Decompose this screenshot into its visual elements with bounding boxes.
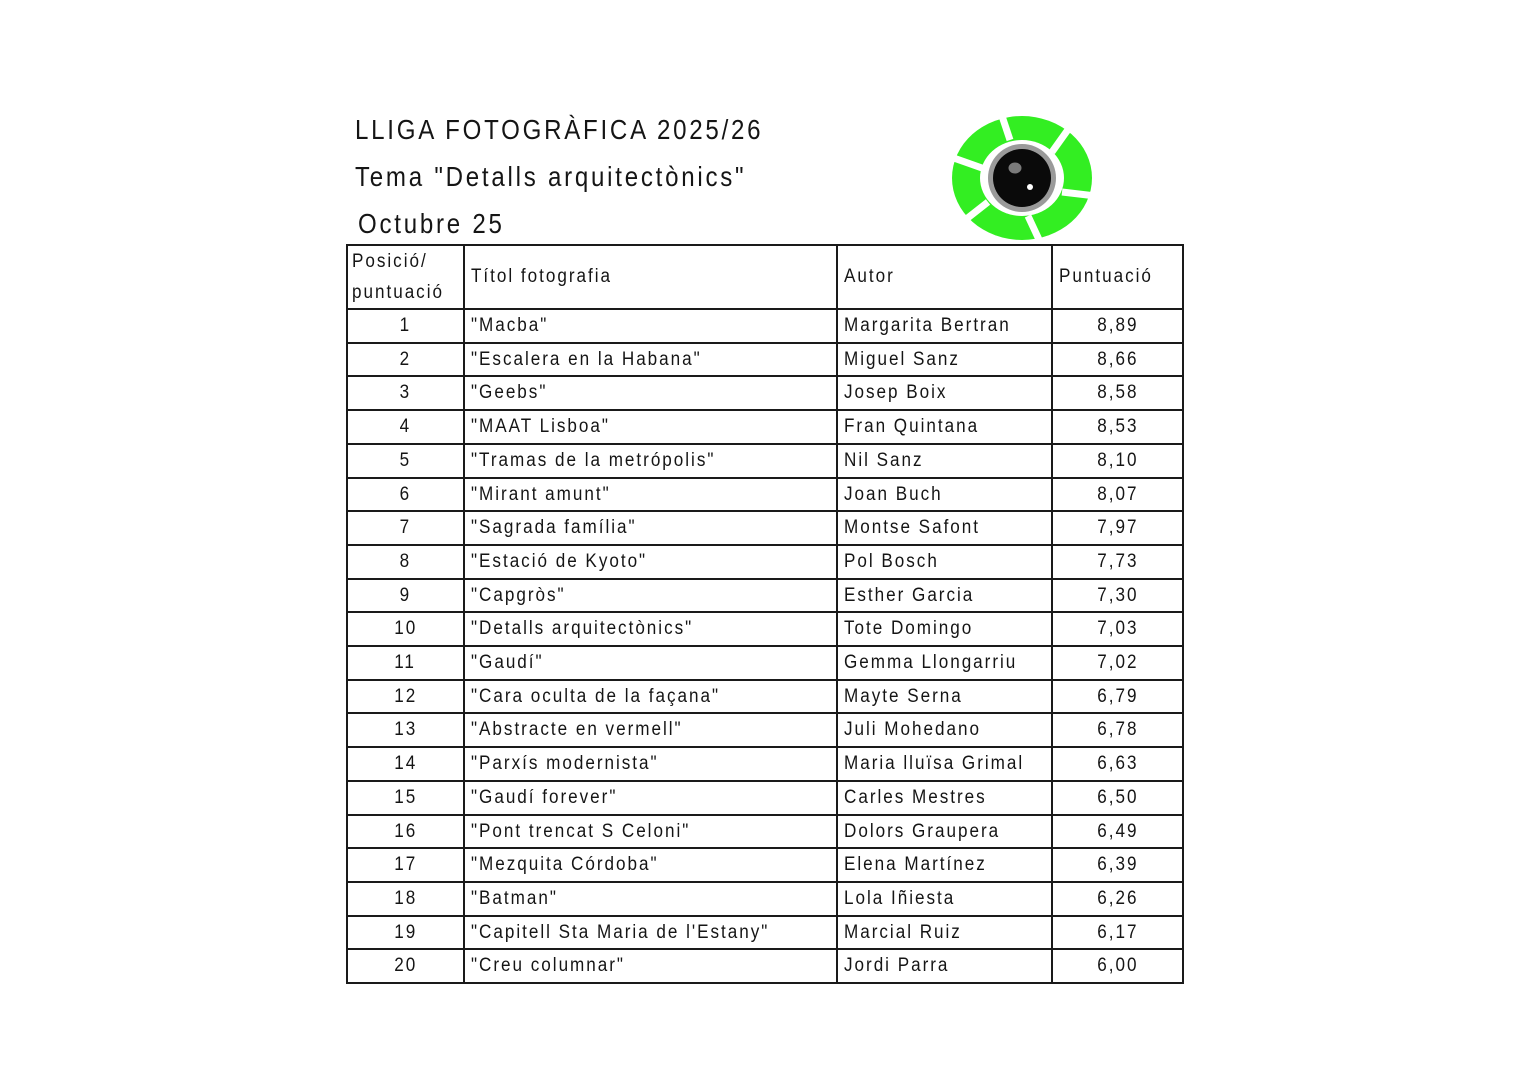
photo-title-cell (464, 713, 837, 747)
photo-title-cell (464, 680, 837, 714)
theme-subtitle: Tema "Detalls arquitectònics" (355, 161, 747, 192)
position-cell-text: 18 (393, 887, 417, 909)
table-row (347, 612, 1183, 646)
author-cell-text: Fran Quintana (844, 416, 980, 438)
author-cell-text: Tote Domingo (844, 618, 974, 640)
photo-title-cell (464, 882, 837, 916)
position-cell (347, 781, 464, 815)
position-cell-text: 13 (393, 719, 417, 741)
position-cell (347, 848, 464, 882)
table-row (347, 949, 1183, 983)
score-cell (1052, 882, 1183, 916)
table-row (347, 444, 1183, 478)
table-row (347, 815, 1183, 849)
photo-title-cell-text: "Geebs" (471, 382, 548, 404)
score-cell (1052, 545, 1183, 579)
author-cell (837, 848, 1052, 882)
score-cell-text: 6,39 (1096, 854, 1139, 876)
photo-title-cell-text: "Mirant amunt" (471, 483, 611, 505)
photo-title-cell-text: "Estació de Kyoto" (471, 550, 648, 572)
author-cell-text: Carles Mestres (844, 786, 987, 808)
position-cell (347, 680, 464, 714)
photo-title-cell (464, 478, 837, 512)
photo-title-cell (464, 781, 837, 815)
position-cell-text: 3 (399, 382, 412, 404)
position-cell (347, 747, 464, 781)
position-cell-text: 1 (399, 315, 412, 336)
document-header (355, 106, 915, 247)
position-cell (347, 612, 464, 646)
table-header-row (347, 245, 1183, 309)
score-cell-text: 6,78 (1096, 719, 1139, 741)
score-cell-text: 6,63 (1096, 753, 1139, 775)
photo-title-cell-text: "Batman" (471, 887, 558, 909)
score-cell (1052, 579, 1183, 613)
author-cell-text: Nil Sanz (844, 449, 924, 471)
photo-title-cell (464, 815, 837, 849)
position-cell-text: 17 (393, 854, 417, 876)
photo-title-cell-text: "Gaudí" (471, 652, 544, 674)
author-cell (837, 882, 1052, 916)
author-cell (837, 646, 1052, 680)
score-cell-text: 8,66 (1096, 348, 1139, 370)
score-cell (1052, 343, 1183, 377)
photo-title-cell (464, 444, 837, 478)
score-cell-text: 8,53 (1096, 416, 1139, 438)
score-cell (1052, 612, 1183, 646)
author-cell (837, 781, 1052, 815)
author-cell (837, 815, 1052, 849)
position-cell-text: 11 (394, 652, 417, 674)
author-cell-text: Juli Mohedano (844, 719, 981, 741)
table-row (347, 680, 1183, 714)
photo-title-cell (464, 343, 837, 377)
table-row (347, 511, 1183, 545)
score-cell-text: 8,10 (1096, 449, 1139, 471)
column-header-author (837, 245, 1052, 309)
photo-title-cell-text: "Pont trencat S Celoni" (471, 820, 691, 842)
score-cell (1052, 781, 1183, 815)
table-row (347, 376, 1183, 410)
position-cell (347, 545, 464, 579)
author-cell-text: Mayte Serna (844, 685, 963, 707)
photo-title-cell (464, 511, 837, 545)
score-cell-text: 7,30 (1096, 584, 1139, 606)
position-cell-text: 7 (399, 517, 412, 539)
table-row (347, 848, 1183, 882)
author-cell (837, 612, 1052, 646)
photo-title-cell (464, 747, 837, 781)
score-cell (1052, 309, 1183, 343)
author-cell-text: Joan Buch (844, 483, 943, 505)
position-cell (347, 511, 464, 545)
author-cell-text: Lola Iñiesta (844, 887, 956, 909)
photo-title-cell-text: "Gaudí forever" (471, 786, 618, 808)
position-cell-text: 10 (393, 618, 417, 640)
author-cell-text: Jordi Parra (844, 955, 950, 977)
table-row (347, 579, 1183, 613)
results-table (346, 244, 1184, 984)
photo-title-cell (464, 949, 837, 983)
author-cell-text: Esther Garcia (844, 584, 975, 606)
author-cell (837, 444, 1052, 478)
position-cell-text: 14 (393, 753, 417, 775)
author-cell (837, 343, 1052, 377)
position-cell-text: 12 (393, 685, 417, 707)
author-cell-text: Miguel Sanz (844, 348, 960, 370)
author-cell (837, 747, 1052, 781)
position-cell (347, 646, 464, 680)
column-header-author-label: Autor (844, 266, 895, 287)
position-cell (347, 410, 464, 444)
photo-title-cell-text: "Sagrada família" (471, 517, 637, 539)
photo-title-cell-text: "Capgròs" (471, 584, 566, 606)
photo-title-cell-text: "Detalls arquitectònics" (471, 618, 694, 640)
position-cell-text: 20 (393, 955, 417, 977)
score-cell (1052, 713, 1183, 747)
column-header-score (1052, 245, 1183, 309)
position-cell (347, 949, 464, 983)
column-header-title-label: Títol fotografia (471, 266, 612, 287)
column-header-position (347, 245, 464, 309)
author-cell (837, 949, 1052, 983)
position-cell-text: 2 (399, 348, 412, 370)
score-cell (1052, 376, 1183, 410)
photo-title-cell-text: "Tramas de la metrópolis" (471, 449, 716, 471)
results-table-body (347, 309, 1183, 983)
photo-title-cell-text: "Capitell Sta Maria de l'Estany" (471, 921, 770, 943)
position-cell-text: 16 (393, 820, 417, 842)
score-cell-text: 7,73 (1096, 550, 1139, 572)
position-cell (347, 343, 464, 377)
score-cell (1052, 815, 1183, 849)
photo-title-cell-text: "Abstracte en vermell" (471, 719, 683, 741)
score-cell-text: 6,26 (1096, 887, 1139, 909)
photo-title-cell-text: "Mezquita Córdoba" (471, 854, 659, 876)
table-row (347, 410, 1183, 444)
photo-title-cell-text: "Cara oculta de la façana" (471, 685, 720, 707)
author-cell-text: Marcial Ruiz (844, 921, 962, 943)
score-cell-text: 8,89 (1096, 315, 1139, 336)
table-row (347, 545, 1183, 579)
photo-title-cell-text: "Parxís modernista" (471, 753, 659, 775)
photo-title-cell (464, 848, 837, 882)
position-cell-text: 15 (393, 786, 417, 808)
position-cell (347, 478, 464, 512)
score-cell (1052, 646, 1183, 680)
author-cell (837, 309, 1052, 343)
author-cell (837, 680, 1052, 714)
position-cell (347, 579, 464, 613)
author-cell-text: Margarita Bertran (844, 315, 1011, 336)
table-row (347, 309, 1183, 343)
column-header-title (464, 245, 837, 309)
score-cell-text: 8,58 (1096, 382, 1139, 404)
document-title: LLIGA FOTOGRÀFICA 2025/26 (355, 114, 764, 145)
score-cell-text: 6,49 (1096, 820, 1139, 842)
score-cell (1052, 511, 1183, 545)
position-cell-text: 9 (399, 584, 412, 606)
photo-title-cell (464, 410, 837, 444)
photo-title-cell (464, 916, 837, 950)
score-cell (1052, 747, 1183, 781)
author-cell-text: Pol Bosch (844, 550, 939, 572)
column-header-score-label: Puntuació (1059, 266, 1153, 287)
table-row (347, 916, 1183, 950)
photo-title-cell-text: "MAAT Lisboa" (471, 416, 610, 438)
photo-title-cell (464, 309, 837, 343)
photo-title-cell (464, 646, 837, 680)
position-cell (347, 376, 464, 410)
table-row (347, 343, 1183, 377)
position-cell-text: 4 (399, 416, 412, 438)
column-header-position-line1: Posició/ (352, 251, 428, 272)
author-cell (837, 376, 1052, 410)
month-label: Octubre 25 (358, 208, 505, 239)
position-cell (347, 309, 464, 343)
author-cell (837, 478, 1052, 512)
position-cell-text: 5 (399, 449, 412, 471)
position-cell (347, 882, 464, 916)
position-cell (347, 444, 464, 478)
author-cell (837, 545, 1052, 579)
photo-title-cell (464, 612, 837, 646)
table-row (347, 747, 1183, 781)
author-cell (837, 916, 1052, 950)
score-cell-text: 7,03 (1096, 618, 1139, 640)
score-cell-text: 6,79 (1096, 685, 1139, 707)
score-cell (1052, 680, 1183, 714)
author-cell-text: Dolors Graupera (844, 820, 1001, 842)
score-cell-text: 6,50 (1096, 786, 1139, 808)
author-cell-text: Maria lluïsa Grimal (844, 753, 1025, 775)
score-cell (1052, 848, 1183, 882)
column-header-position-line2: puntuació (352, 282, 444, 303)
photo-title-cell-text: "Escalera en la Habana" (471, 348, 702, 370)
author-cell (837, 410, 1052, 444)
table-row (347, 781, 1183, 815)
table-row (347, 478, 1183, 512)
author-cell-text: Gemma Llongarriu (844, 652, 1018, 674)
score-cell-text: 7,97 (1096, 517, 1139, 539)
position-cell (347, 713, 464, 747)
position-cell-text: 6 (399, 483, 412, 505)
score-cell-text: 7,02 (1096, 652, 1139, 674)
position-cell-text: 8 (399, 550, 412, 572)
author-cell (837, 511, 1052, 545)
camera-shutter-lens-icon (950, 112, 1096, 242)
score-cell (1052, 478, 1183, 512)
author-cell (837, 579, 1052, 613)
score-cell (1052, 410, 1183, 444)
author-cell (837, 713, 1052, 747)
photo-title-cell-text: "Creu columnar" (471, 955, 625, 977)
photo-title-cell (464, 579, 837, 613)
author-cell-text: Elena Martínez (844, 854, 987, 876)
table-row (347, 713, 1183, 747)
position-cell (347, 815, 464, 849)
author-cell-text: Josep Boix (844, 382, 948, 404)
photo-title-cell (464, 376, 837, 410)
author-cell-text: Montse Safont (844, 517, 981, 539)
score-cell-text: 6,17 (1096, 921, 1139, 943)
position-cell-text: 19 (393, 921, 417, 943)
score-cell (1052, 949, 1183, 983)
position-cell (347, 916, 464, 950)
photo-title-cell (464, 545, 837, 579)
score-cell-text: 6,00 (1096, 955, 1139, 977)
score-cell (1052, 916, 1183, 950)
photo-title-cell-text: "Macba" (471, 315, 549, 336)
score-cell-text: 8,07 (1096, 483, 1139, 505)
table-row (347, 646, 1183, 680)
score-cell (1052, 444, 1183, 478)
table-row (347, 882, 1183, 916)
